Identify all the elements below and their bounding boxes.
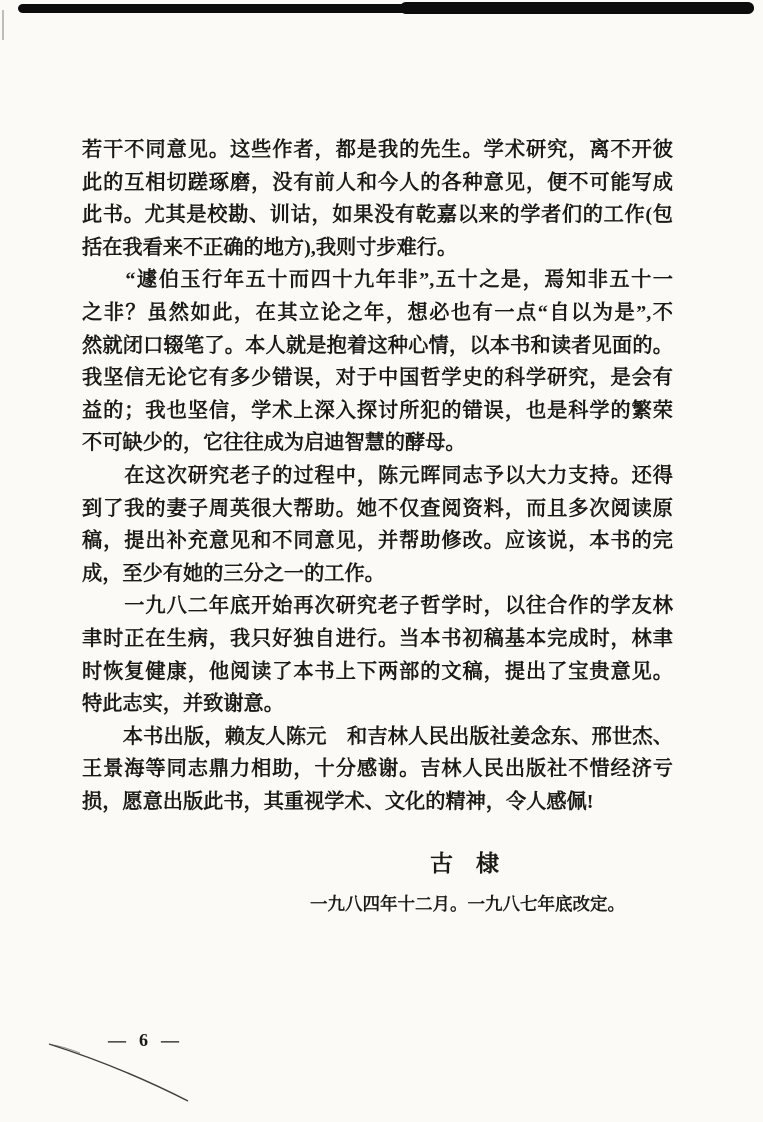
text-line: 我坚信无论它有多少错误，对于中国哲学史的科学研究，是会有: [82, 367, 673, 390]
body-text: [82, 134, 673, 818]
text-line: 括在我看来不正确的地方),我则寸步难行。: [82, 236, 458, 259]
scan-edge-artifact: [2, 10, 4, 40]
paragraph: [82, 590, 673, 720]
text-line: 之非？虽然如此，在其立论之年，想必也有一点“自以为是”,不: [82, 301, 673, 324]
text-line: 损，愿意出版此书，其重视学术、文化的精神，令人感佩!: [82, 790, 594, 813]
paragraph: [82, 721, 673, 819]
text-line: 本书出版，赖友人陈元 和吉林人民出版社姜念东、邢世杰、: [82, 725, 673, 748]
page-number: [108, 1030, 179, 1051]
paragraph: [82, 264, 673, 460]
text-line: 在这次研究老子的过程中，陈元晖同志予以大力支持。还得: [82, 464, 673, 487]
text-line: 聿时正在生病，我只好独自进行。当本书初稿基本完成时，林聿: [82, 627, 673, 650]
paragraph: [82, 134, 673, 264]
text-line: 一九八二年底开始再次研究老子哲学时，以往合作的学友林: [82, 595, 673, 618]
date-line: 一九八四年十二月。一九八七年底改定。: [310, 894, 625, 914]
author-signature: 古 棣: [430, 851, 499, 876]
page-number-dash-left: —: [108, 1030, 126, 1050]
text-line: 益的；我也坚信，学术上深入探讨所犯的错误，也是科学的繁荣: [82, 399, 673, 422]
text-line: 不可缺少的，它往往成为启迪智慧的酵母。: [82, 432, 466, 455]
scan-ink-bar-thick-end: [400, 2, 754, 14]
text-line: 稿，提出补充意见和不同意见，并帮助修改。应该说，本书的完: [82, 530, 673, 553]
text-line: 特此志实，并致谢意。: [82, 693, 284, 716]
text-line: 时恢复健康，他阅读了本书上下两部的文稿，提出了宝贵意见。: [82, 660, 673, 683]
text-line: 然就闭口辍笔了。本人就是抱着这种心情，以本书和读者见面的。: [82, 334, 673, 357]
text-line: 此的互相切蹉琢磨，没有前人和今人的各种意见，便不可能写成: [82, 171, 673, 194]
text-line: 此书。尤其是校勘、训诂，如果没有乾嘉以来的学者们的工作(包: [82, 204, 673, 227]
paragraph: [82, 460, 673, 590]
text-line: “遽伯玉行年五十而四十九年非”,五十之是，焉知非五十一: [82, 269, 673, 292]
text-line: 王景海等同志鼎力相助，十分感谢。吉林人民出版社不惜经济亏: [82, 758, 673, 781]
page-number-dash-right: —: [161, 1030, 179, 1050]
text-line: 若干不同意见。这些作者，都是我的先生。学术研究，离不开彼: [82, 139, 673, 161]
text-line: 成，至少有她的三分之一的工作。: [82, 562, 385, 585]
text-line: 到了我的妻子周英很大帮助。她不仅查阅资料，而且多次阅读原: [82, 497, 673, 520]
page-number-value: 6: [139, 1030, 148, 1050]
